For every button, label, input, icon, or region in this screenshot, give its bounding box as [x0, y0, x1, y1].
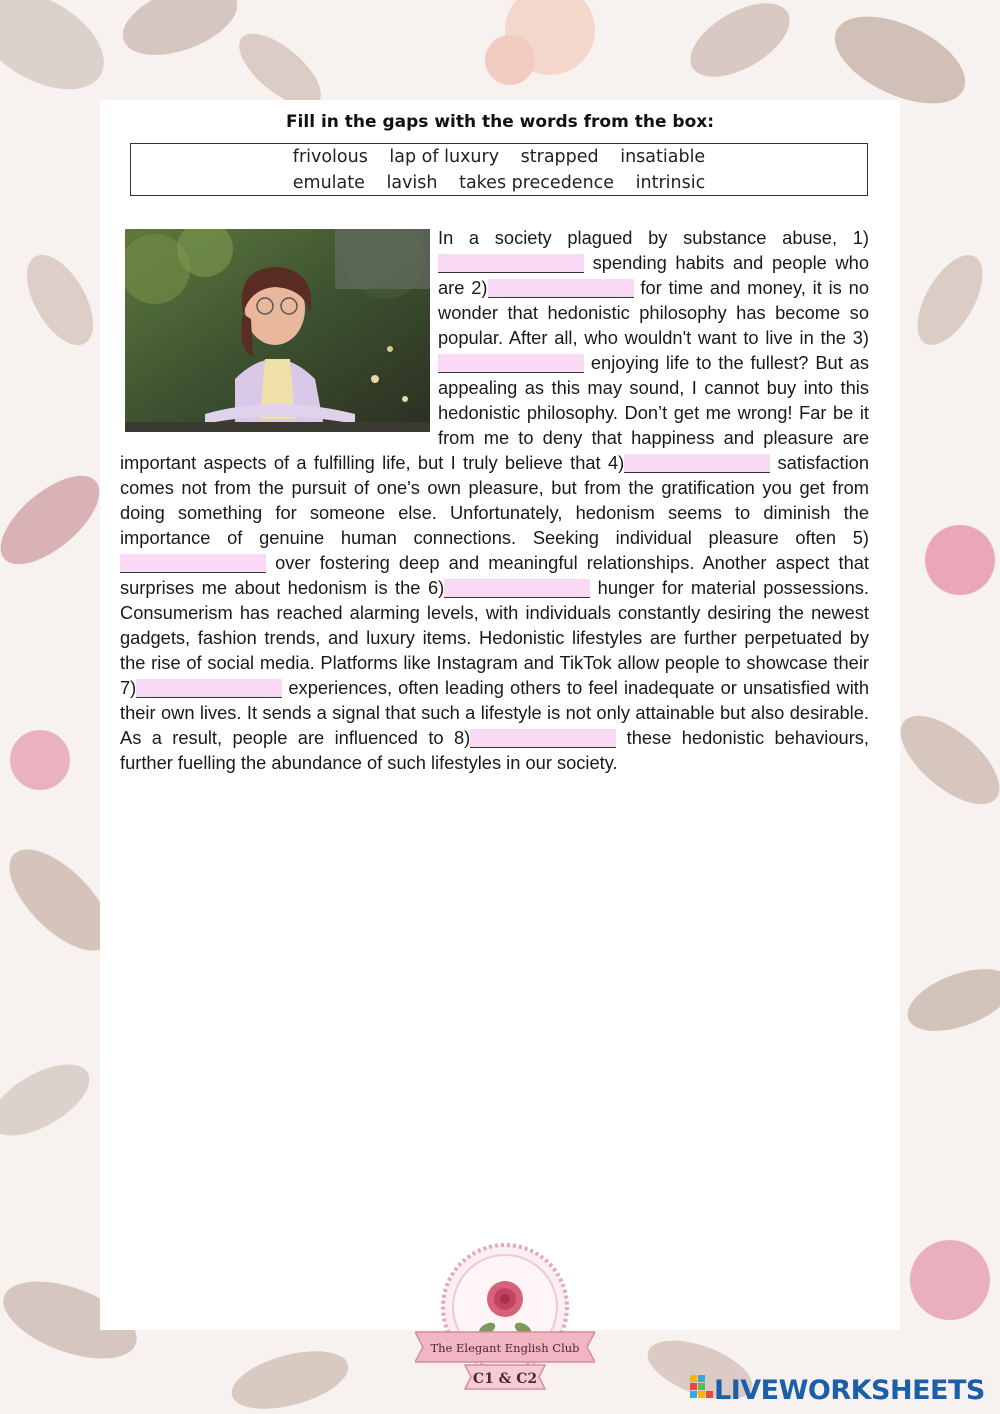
gap-input-2[interactable] [488, 279, 634, 298]
gap-number: 8) [453, 727, 471, 748]
instruction-heading: Fill in the gaps with the words from the box: [285, 112, 715, 132]
passage-text: over fostering deep and meaningful relationships. Another aspect that surprises me about hedonism is the [120, 552, 869, 598]
gap-number: 1) [852, 227, 869, 248]
word-bank-item: insatiable [620, 147, 706, 167]
passage-text: these hedonistic behaviours, further fuelling the abundance of such lifestyles in our society. [120, 727, 869, 773]
word-bank-item: lavish [386, 173, 438, 193]
passage-text: hunger for material possessions. Consumerism has reached alarming levels, with individuals constantly desiring the newest gadgets, fashion trends, and luxury items. Hedonistic lifestyles are further perpetuated by the rise of social media. Platforms like Instagram and TikTok allow people to showcase their [120, 577, 869, 673]
liveworksheets-wordmark: LIVEWORKSHEETS [714, 1374, 985, 1406]
club-levels: C1 & C2 [472, 1371, 538, 1387]
liveworksheets-logo [690, 1372, 985, 1408]
gap-input-8[interactable] [470, 729, 616, 748]
gap-input-3[interactable] [438, 354, 584, 373]
worksheet-page [100, 100, 900, 1330]
club-name: The Elegant English Club [430, 1341, 580, 1355]
word-bank-item: frivolous [292, 147, 368, 167]
word-bank-row [131, 173, 867, 193]
passage-text: for time and money, it is no wonder that hedonistic philosophy has become so popular. After all, who wouldn't want to live in the [438, 277, 869, 348]
word-bank-item: strapped [520, 147, 599, 167]
gap-number: 6) [427, 577, 445, 598]
word-bank-item: emulate [292, 173, 365, 193]
passage-text: enjoying life to the fullest? But as appealing as this may sound, I cannot buy into this hedonistic philosophy. Don’t get me wrong! Far be it from me to deny that happiness and pleasure are important aspects of a fulfilling life, but I truly believe that [120, 352, 869, 473]
gap-input-7[interactable] [136, 679, 282, 698]
gap-number: 7) [120, 677, 137, 698]
woman-photo [125, 229, 430, 432]
liveworksheets-icon [690, 1375, 714, 1405]
gap-number: 4) [607, 452, 625, 473]
word-bank-item: lap of luxury [389, 147, 500, 167]
passage-text: In a society plagued by substance abuse, [438, 227, 853, 248]
passage-text: experiences, often leading others to feel inadequate or unsatisfied with their own lives. It sends a signal that such a lifestyle is not only attainable but also desirable. As a result, people are influenced to [120, 677, 869, 748]
passage-text: satisfaction comes not from the pursuit of one's own pleasure, but from the gratification you get from doing something for someone else. Unfortunately, hedonism seems to diminish the importance of genuine human connections. Seeking individual pleasure often [120, 452, 869, 548]
word-bank-row [131, 147, 867, 167]
passage-text: spending habits and people who are [438, 252, 869, 298]
gap-number: 2) [471, 277, 488, 298]
word-bank-item: intrinsic [635, 173, 706, 193]
gap-input-4[interactable] [624, 454, 770, 473]
word-bank-item: takes precedence [459, 173, 615, 193]
gap-input-1[interactable] [438, 254, 584, 273]
gap-input-6[interactable] [444, 579, 590, 598]
gap-number: 3) [852, 327, 869, 348]
gap-input-5[interactable] [120, 554, 266, 573]
word-bank-box [130, 143, 868, 196]
gap-number: 5) [852, 527, 869, 548]
club-logo [415, 1237, 595, 1407]
